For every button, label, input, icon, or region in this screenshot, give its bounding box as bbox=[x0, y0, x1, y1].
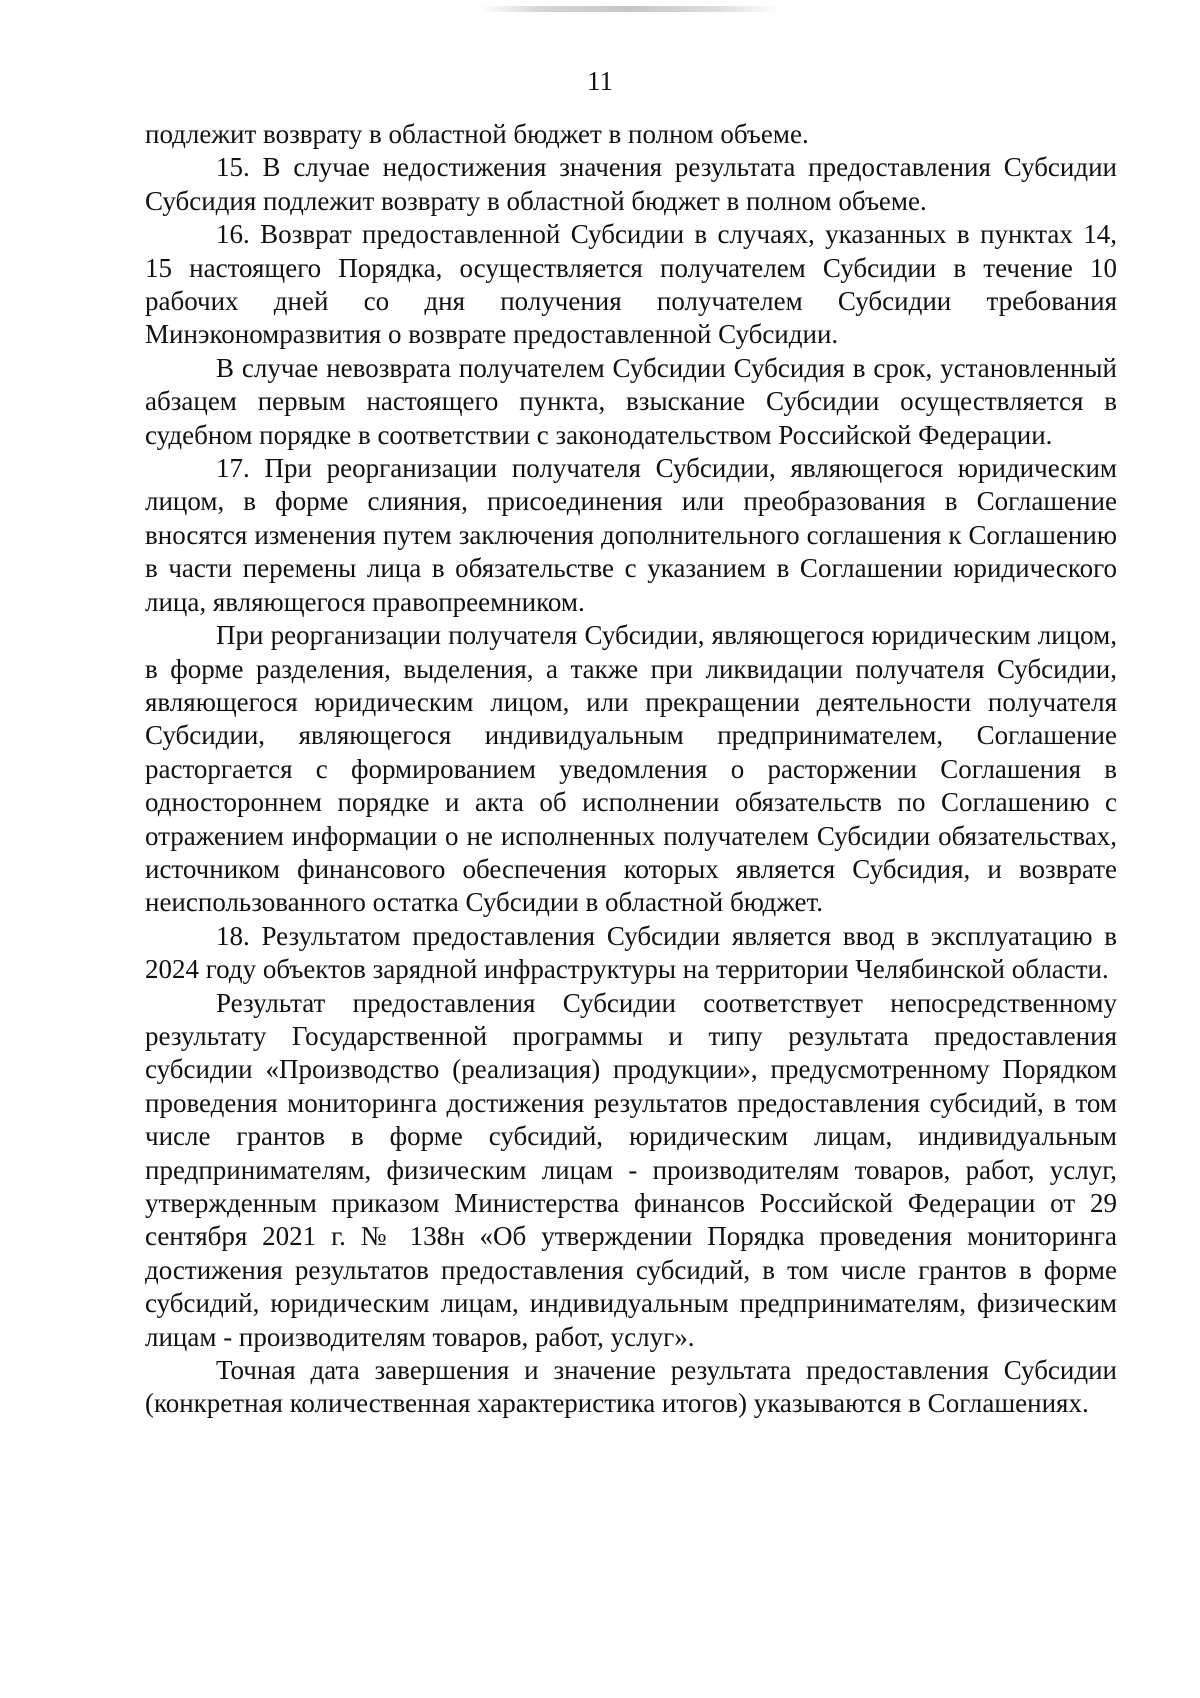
paragraph-item-18: 18. Результатом предоставления Субсидии является ввод в эксплуатацию в 2024 году объектов зарядной инфраструктуры на территории Челябинской области. bbox=[145, 920, 1117, 985]
scan-artifact bbox=[480, 6, 780, 12]
paragraph-item-16-second: В случае невозврата получателем Субсидии Субсидия в срок, установленный абзацем первым настоящего пункта, взыскание Субсидии осуществляется в судебном порядке в соответствии с законодательством Российской Федерации. bbox=[145, 352, 1117, 450]
paragraph-continuation: подлежит возврату в областной бюджет в полном объеме. bbox=[145, 119, 809, 149]
paragraph-item-15: 15. В случае недостижения значения результата предоставления Субсидии Субсидия подлежит возврату в областной бюджет в полном объеме. bbox=[145, 152, 1117, 216]
paragraph-item-18-second: Результат предоставления Субсидии соответствует непосредственному результату Государственной программы и типу результата предоставления субсидии «Производство (реализация) продукции», предусмотренному Порядком проведения мониторинга достижения результатов предоставления субсидий, в том числе грантов в форме субсидий, юридическим лицам, индивидуальным предпринимателям, физическим лицам - производителям товаров, работ, услуг, утвержденным приказом Министерства финансов Российской Федерации от 29 сентября 2021 г. № 138н «Об утверждении Порядка проведения мониторинга достижения результатов предоставления субсидий, в том числе грантов в форме субсидий, юридическим лицам, индивидуальным предпринимателям, физическим лицам - производителям товаров, работ, услуг». bbox=[145, 987, 1117, 1352]
paragraph-item-17-second: При реорганизации получателя Субсидии, являющегося юридическим лицом, в форме разделения, выделения, а также при ликвидации получателя Субсидии, являющегося юридическим лицом, или прекращении деятельности получателя Субсидии, являющегося индивидуальным предпринимателем, Соглашение расторгается с формированием уведомления о расторжении Соглашения в одностороннем порядке и акта об исполнении обязательств по Соглашению с отражением информации о не исполненных получателем Субсидии обязательствах, источником финансового обеспечения которых является Субсидия, и возврате неиспользованного остатка Субсидии в областной бюджет. bbox=[145, 620, 1117, 918]
paragraph-item-18-third: Точная дата завершения и значение результата предоставления Субсидии (конкретная количественная характеристика итогов) указываются в Соглашениях. bbox=[145, 1355, 1117, 1419]
paragraph-item-17: 17. При реорганизации получателя Субсидии, являющегося юридическим лицом, в форме слияния, присоединения или преобразования в Соглашение вносятся изменения путем заключения дополнительного соглашения к Соглашению в части перемены лица в обязательстве с указанием в Соглашении юридического лица, являющегося правопреемником. bbox=[145, 453, 1117, 617]
page-number: 11 bbox=[587, 66, 613, 96]
document-body bbox=[145, 118, 1117, 1421]
paragraph-item-16: 16. Возврат предоставленной Субсидии в случаях, указанных в пунктах 14, 15 настоящего Порядка, осуществляется получателем Субсидии в течение 10 рабочих дней со дня получения получателем Субсидии требования Минэкономразвития о возврате предоставленной Субсидии. bbox=[145, 219, 1117, 350]
